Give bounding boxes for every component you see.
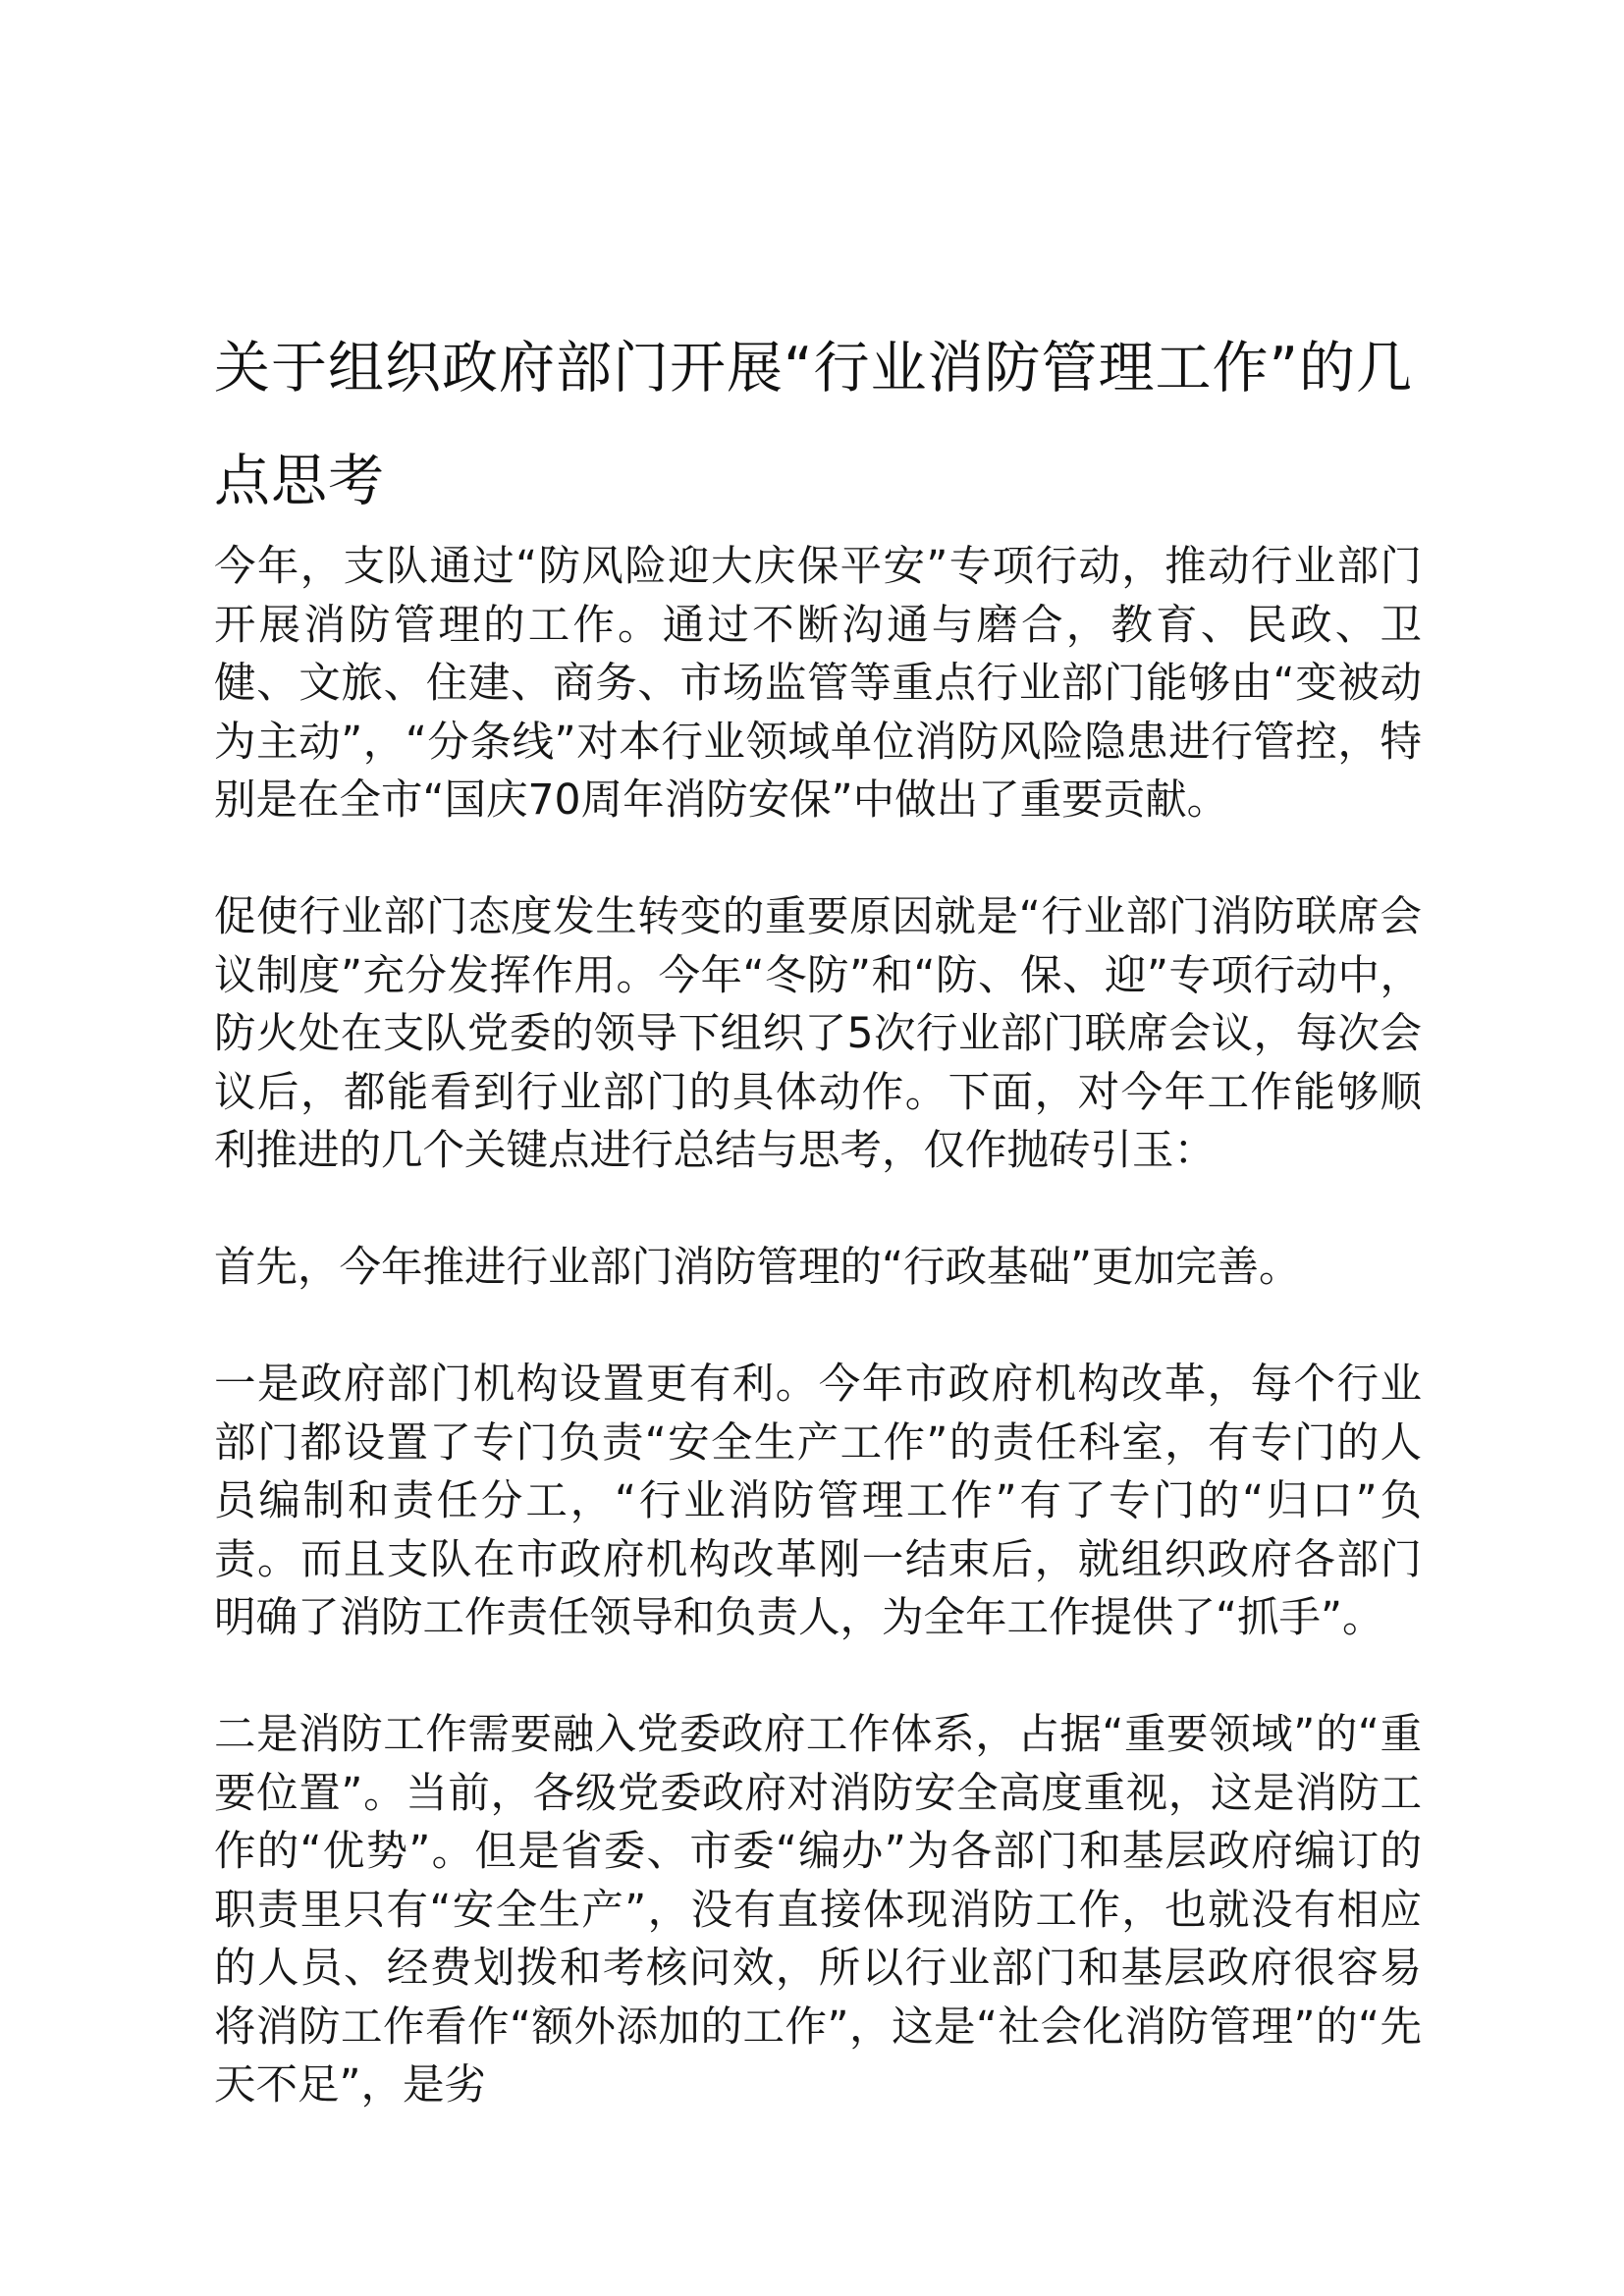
document-page [214, 312, 1422, 2115]
paragraph-point-two: 二是消防工作需要融入党委政府工作体系，占据“重要领域”的“重要位置”。当前，各级党委政府对消防安全高度重视，这是消防工作的“优势”。但是省委、市委“编办”为各部门和基层政府编订的职责里只有“安全生产”，没有直接体现消防工作，也就没有相应的人员、经费划拨和考核问效，所以行业部门和基层政府很容易将消防工作看作“额外添加的工作”，这是“社会化消防管理”的“先天不足”，是劣 [214, 1711, 1422, 2109]
paragraph-reasons: 促使行业部门态度发生转变的重要原因就是“行业部门消防联席会议制度”充分发挥作用。今年“冬防”和“防、保、迎”专项行动中，防火处在支队党委的领导下组织了5次行业部门联席会议，每次会议后，都能看到行业部门的具体动作。下面，对今年工作能够顺利推进的几个关键点进行总结与思考，仅作抛砖引玉： [214, 893, 1422, 1175]
paragraph-intro: 今年，支队通过“防风险迎大庆保平安”专项行动，推动行业部门开展消防管理的工作。通过不断沟通与磨合，教育、民政、卫健、文旅、住建、商务、市场监管等重点行业部门能够由“变被动为主动”，“分条线”对本行业领域单位消防风险隐患进行管控，特别是在全市“国庆70周年消防安保”中做出了重要贡献。 [214, 543, 1422, 825]
document-title: 关于组织政府部门开展“行业消防管理工作”的几点思考 [214, 336, 1414, 513]
paragraph-point-one: 一是政府部门机构设置更有利。今年市政府机构改革，每个行业部门都设置了专门负责“安全生产工作”的责任科室，有专门的人员编制和责任分工，“行业消防管理工作”有了专门的“归口”负责。而且支队在市政府机构改革刚一结束后，就组织政府各部门明确了消防工作责任领导和负责人，为全年工作提供了“抓手”。 [214, 1361, 1422, 1642]
paragraph-first-point: 首先，今年推进行业部门消防管理的“行政基础”更加完善。 [214, 1244, 1301, 1292]
